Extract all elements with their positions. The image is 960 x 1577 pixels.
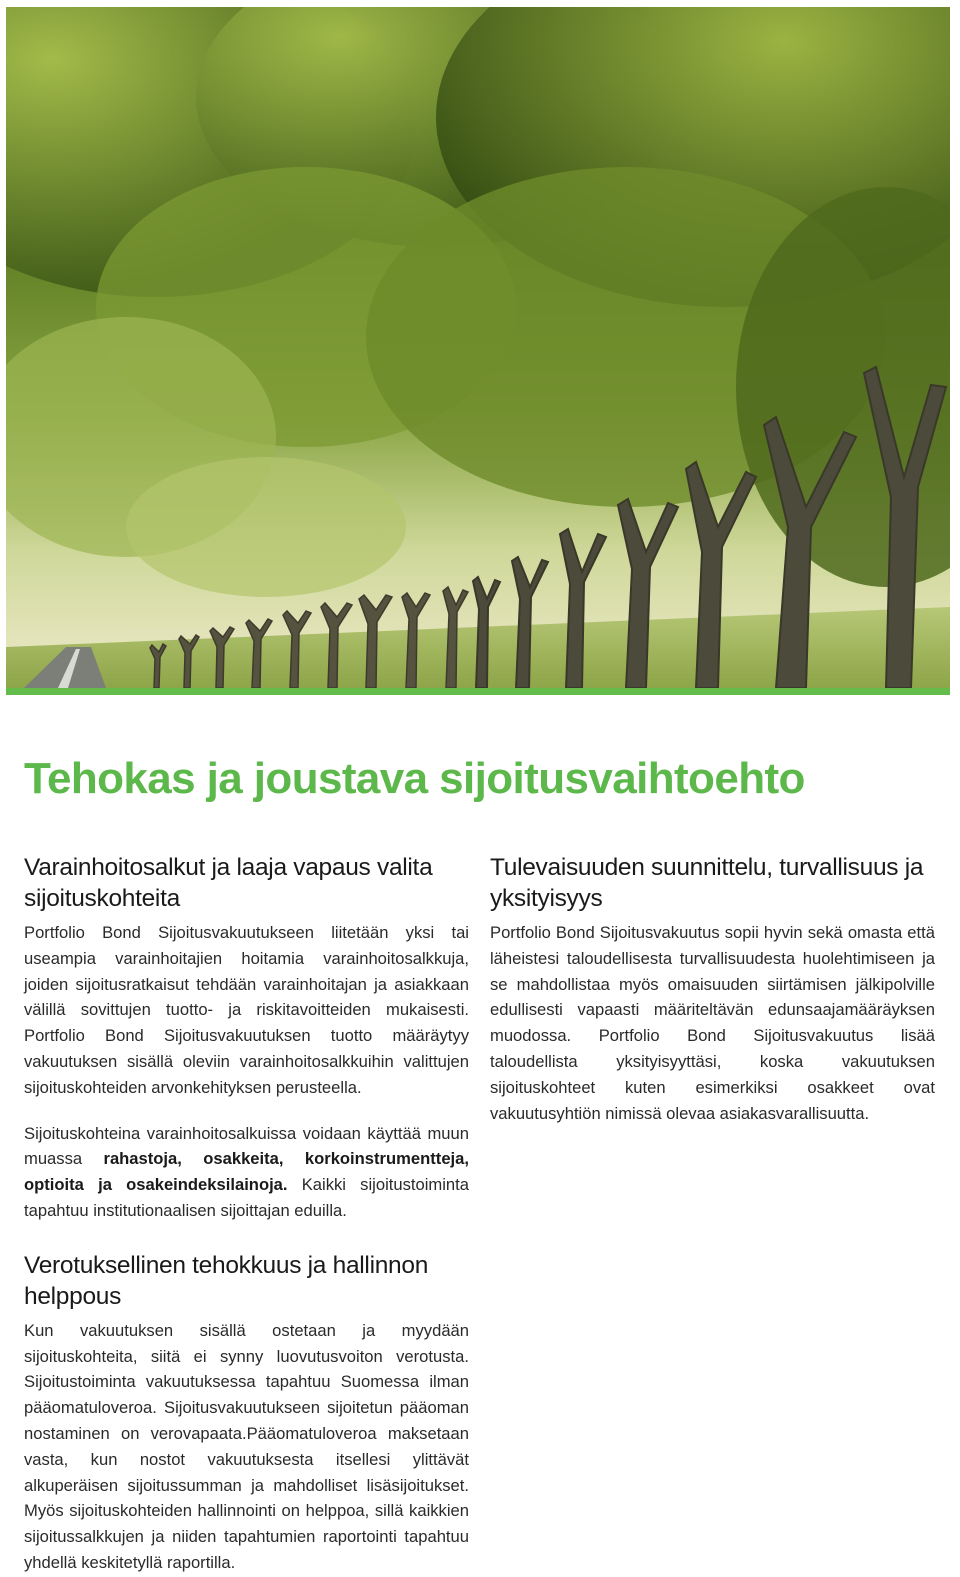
paragraph-text: Kaikki sijoitustoiminta tapahtuu institutionaalisen sijoittajan eduilla. <box>24 1175 469 1220</box>
section-paragraph: Portfolio Bond Sijoitusvakuutus sopii hyvin sekä omasta että läheistesi taloudellisesta turvallisuudesta huolehtimiseen ja se mahdollistaa myös omaisuuden siirtämisen jälkipolville edullisesti vapaasti määriteltävän edunsaajamääräyksen muodossa. Portfolio Bond Sijoitusvakuutus lisää taloudellista yksityisyyttäsi, koska vakuutuksen sijoituskohteet kuten esimerkiksi osakkeet ovat vakuutusyhtiön nimissä olevaa asiakasvarallisuutta. <box>490 923 935 1123</box>
left-column <box>24 852 469 1576</box>
section-heading: Tulevaisuuden suunnittelu, turvallisuus ja yksityisyys <box>490 854 924 912</box>
tree-avenue-illustration <box>6 7 950 688</box>
section-asset-management <box>24 852 469 1224</box>
hero-divider <box>6 688 950 695</box>
paragraph-text: Sijoituskohteina varainhoitosalkuissa voidaan käyttää muun muassa <box>24 1123 469 1169</box>
section-future-planning <box>490 852 935 1126</box>
right-column <box>490 852 935 1126</box>
section-paragraph: Kun vakuutuksen sisällä ostetaan ja myydään sijoituskohteita, siitä ei synny luovutusvoiton verotusta. Sijoitustoiminta vakuutuksessa tapahtuu Suomessa ilman pääomatuloveroa. Sijoitusvakuutukseen sijoitetun pääoman nostaminen on verovapaata.Pääomatuloveroa maksetaan vasta, kun nostot vakuutuksesta itsellesi ylittävät alkuperäisen sijoitussumman ja mahdolliset lisäsijoitukset. Myös sijoituskohteiden hallinnointi on helppoa, sillä kaikkien sijoitussalkkujen ja niiden tapahtumien raportointi tapahtuu yhdellä keskitetyllä raportilla. <box>24 1320 469 1572</box>
page-title: Tehokas ja joustava sijoitusvaihtoehto <box>24 754 805 803</box>
section-heading: Verotuksellinen tehokkuus ja hallinnon helppous <box>24 1251 429 1310</box>
section-heading: Varainhoitosalkut ja laaja vapaus valita sijoituskohteita <box>24 854 433 912</box>
section-paragraph <box>24 1121 469 1224</box>
paragraph-emphasis: rahastoja, osakkeita, korkoinstrumentteja, optioita ja osakeindeksilainoja. <box>24 1149 470 1195</box>
tree-avenue-photo <box>6 7 950 688</box>
section-paragraph: Portfolio Bond Sijoitusvakuutukseen liitetään yksi tai useampia varainhoitajien hoitamia varainhoitosalkkuja, joiden sijoitusratkaisut tehdään varainhoitajan ja asiakkaan välillä sovittujen tuotto- ja riskitavoitteiden mukaisesti. Portfolio Bond Sijoitusvakuutuksen tuotto määräytyy vakuutuksen sisällä oleviin varainhoitosalkkuihin valittujen sijoituskohteiden arvonkehityksen perusteella. <box>24 923 469 1097</box>
section-tax-efficiency <box>24 1250 469 1576</box>
